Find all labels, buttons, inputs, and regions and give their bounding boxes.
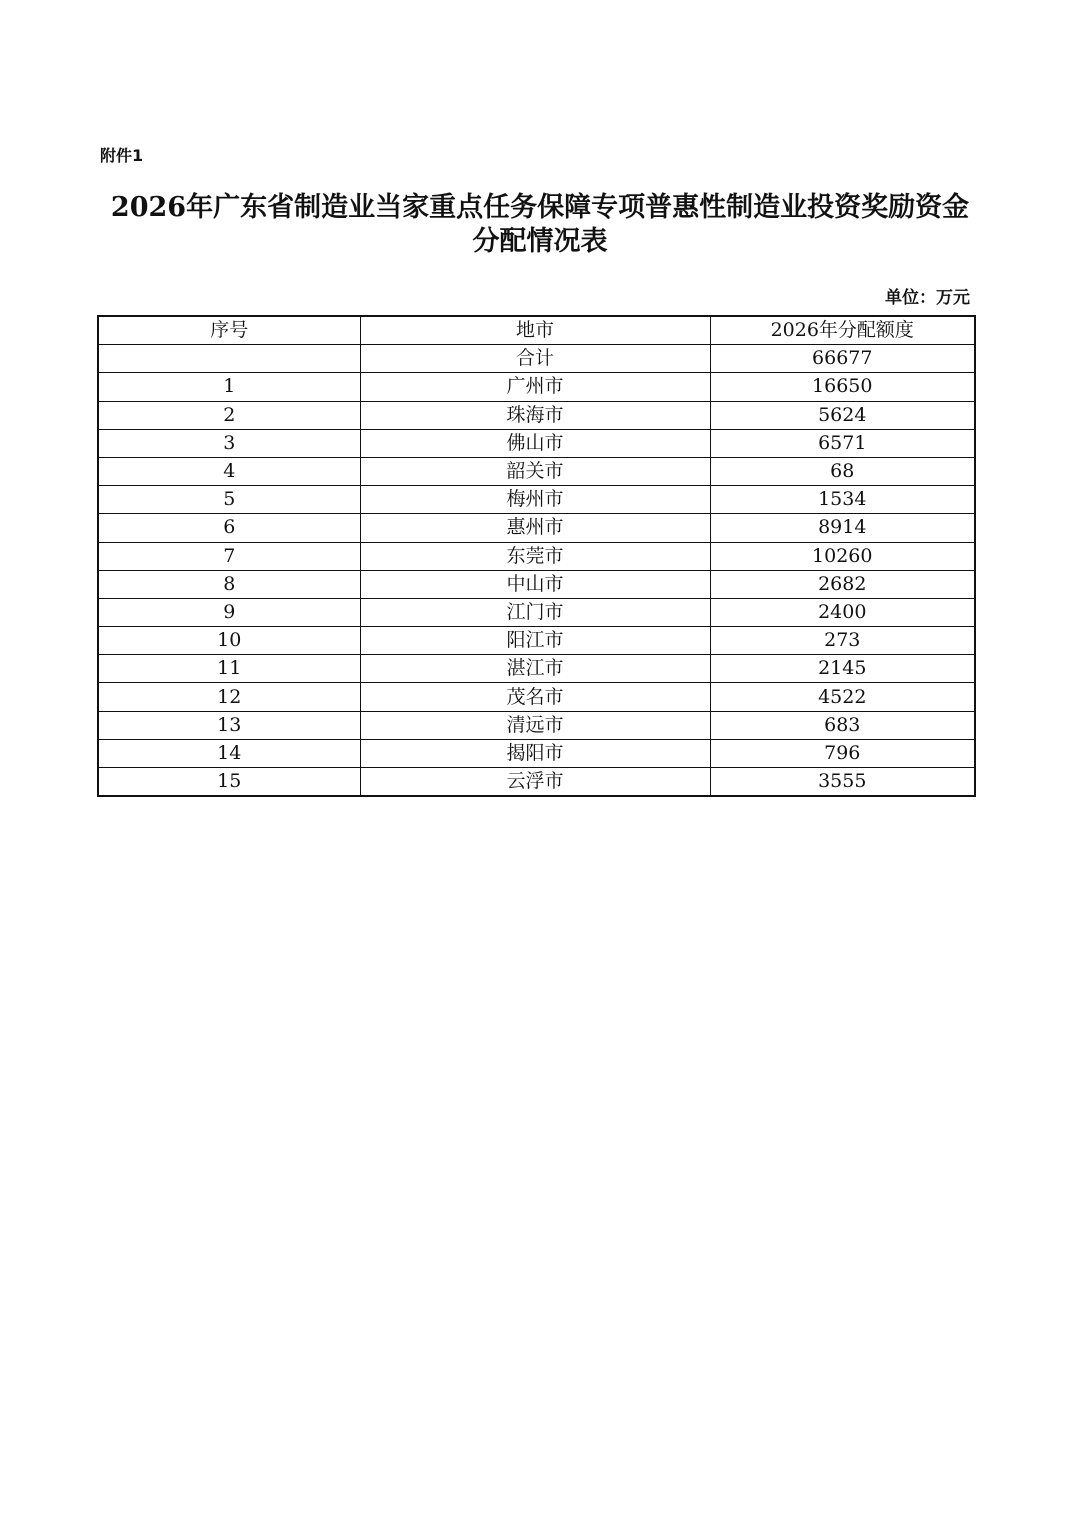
table-row bbox=[98, 655, 975, 683]
row-amount: 796 bbox=[710, 739, 975, 767]
row-city: 阳江市 bbox=[360, 627, 710, 655]
row-amount: 4522 bbox=[710, 683, 975, 711]
row-amount: 3555 bbox=[710, 768, 975, 797]
row-city: 清远市 bbox=[360, 711, 710, 739]
table-row bbox=[98, 711, 975, 739]
row-city: 云浮市 bbox=[360, 768, 710, 797]
row-city: 茂名市 bbox=[360, 683, 710, 711]
row-seq: 2 bbox=[98, 401, 360, 429]
table-row bbox=[98, 401, 975, 429]
table-row bbox=[98, 514, 975, 542]
row-city: 湛江市 bbox=[360, 655, 710, 683]
document-title-line1: 2026年广东省制造业当家重点任务保障专项普惠性制造业投资奖励资金 bbox=[110, 192, 970, 223]
header-amount: 2026年分配额度 bbox=[710, 316, 975, 345]
row-seq: 14 bbox=[98, 739, 360, 767]
row-seq: 4 bbox=[98, 457, 360, 485]
unit-label: 单位：万元 bbox=[885, 288, 970, 308]
total-amount: 66677 bbox=[710, 345, 975, 373]
table-row bbox=[98, 683, 975, 711]
row-amount: 5624 bbox=[710, 401, 975, 429]
row-amount: 683 bbox=[710, 711, 975, 739]
total-row bbox=[98, 345, 975, 373]
allocation-table bbox=[97, 315, 976, 797]
row-amount: 2682 bbox=[710, 570, 975, 598]
table-row bbox=[98, 570, 975, 598]
row-city: 东莞市 bbox=[360, 542, 710, 570]
row-seq: 5 bbox=[98, 486, 360, 514]
row-city: 梅州市 bbox=[360, 486, 710, 514]
table-row bbox=[98, 373, 975, 401]
row-amount: 10260 bbox=[710, 542, 975, 570]
row-seq: 6 bbox=[98, 514, 360, 542]
row-seq: 3 bbox=[98, 429, 360, 457]
row-city: 广州市 bbox=[360, 373, 710, 401]
total-seq bbox=[98, 345, 360, 373]
header-seq: 序号 bbox=[98, 316, 360, 345]
total-label: 合计 bbox=[360, 345, 710, 373]
row-seq: 9 bbox=[98, 598, 360, 626]
row-city: 韶关市 bbox=[360, 457, 710, 485]
row-amount: 6571 bbox=[710, 429, 975, 457]
row-city: 佛山市 bbox=[360, 429, 710, 457]
row-seq: 10 bbox=[98, 627, 360, 655]
row-seq: 13 bbox=[98, 711, 360, 739]
row-amount: 1534 bbox=[710, 486, 975, 514]
table-row bbox=[98, 486, 975, 514]
table-row bbox=[98, 627, 975, 655]
table-row bbox=[98, 429, 975, 457]
row-seq: 7 bbox=[98, 542, 360, 570]
row-amount: 68 bbox=[710, 457, 975, 485]
table-row bbox=[98, 739, 975, 767]
table-row bbox=[98, 768, 975, 797]
table-row bbox=[98, 457, 975, 485]
attachment-label: 附件1 bbox=[100, 146, 144, 165]
row-amount: 273 bbox=[710, 627, 975, 655]
row-seq: 8 bbox=[98, 570, 360, 598]
table-header-row bbox=[98, 316, 975, 345]
row-amount: 8914 bbox=[710, 514, 975, 542]
row-seq: 12 bbox=[98, 683, 360, 711]
row-amount: 2400 bbox=[710, 598, 975, 626]
table-row bbox=[98, 542, 975, 570]
row-city: 江门市 bbox=[360, 598, 710, 626]
row-amount: 2145 bbox=[710, 655, 975, 683]
table-row bbox=[98, 598, 975, 626]
row-seq: 1 bbox=[98, 373, 360, 401]
row-seq: 15 bbox=[98, 768, 360, 797]
row-amount: 16650 bbox=[710, 373, 975, 401]
row-city: 珠海市 bbox=[360, 401, 710, 429]
header-city: 地市 bbox=[360, 316, 710, 345]
row-seq: 11 bbox=[98, 655, 360, 683]
document-title-line2: 分配情况表 bbox=[472, 226, 608, 257]
row-city: 中山市 bbox=[360, 570, 710, 598]
row-city: 揭阳市 bbox=[360, 739, 710, 767]
row-city: 惠州市 bbox=[360, 514, 710, 542]
